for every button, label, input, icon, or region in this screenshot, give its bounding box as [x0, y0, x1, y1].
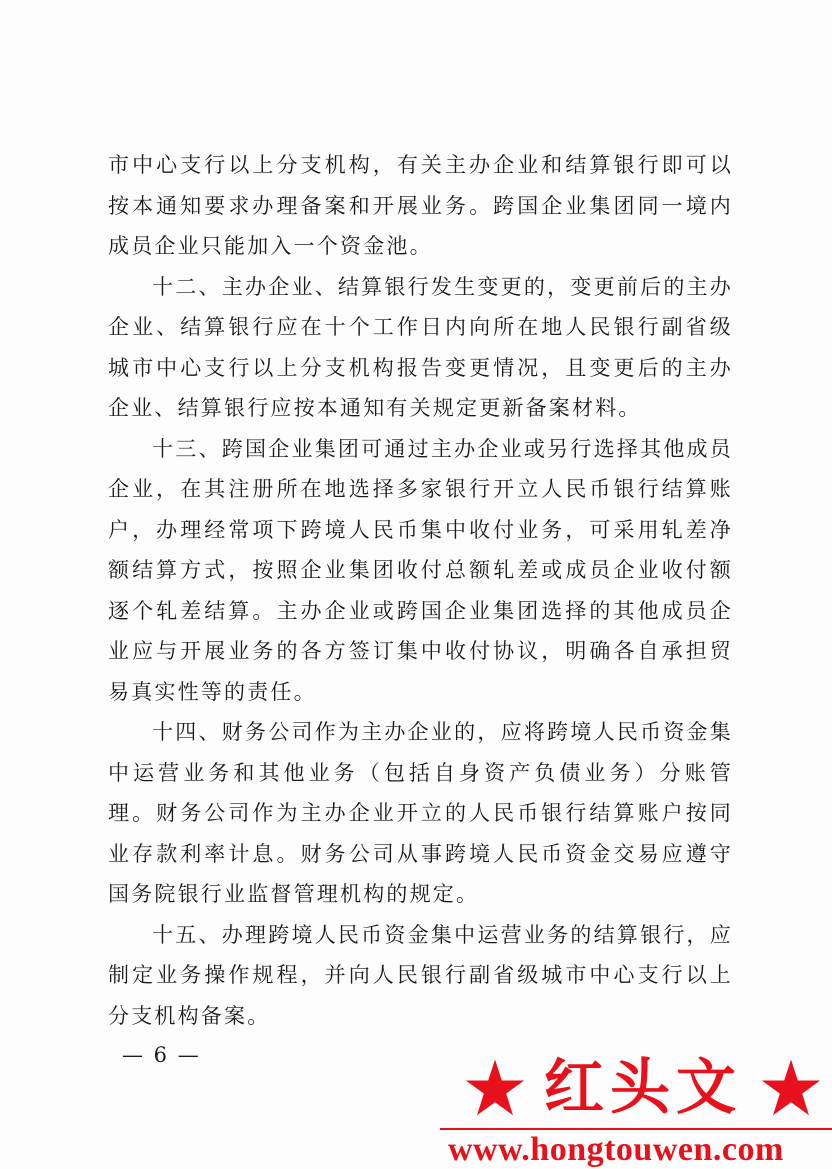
paragraph-continuation: 市中心支行以上分支机构，有关主办企业和结算银行即可以按本通知要求办理备案和开展业务。跨国企业集团同一境内成员企业只能加入一个资金池。 — [108, 153, 733, 258]
paragraph-article-15: 十五、办理跨境人民币资金集中运营业务的结算银行，应制定业务操作规程，并向人民银行副省级城市中心支行以上分支机构备案。 — [108, 922, 733, 1028]
paragraph-article-12: 十二、主办企业、结算银行发生变更的，变更前后的主办企业、结算银行应在十个工作日内向所在地人民银行副省级城市中心支行以上分支机构报告变更情况，且变更后的主办企业、结算银行应按本通知有关规定更新备案材料。 — [108, 274, 733, 420]
document-body — [108, 145, 733, 1036]
star-icon — [760, 1057, 822, 1119]
paragraph-article-13: 十三、跨国企业集团可通过主办企业或另行选择其他成员企业，在其注册所在地选择多家银行开立人民币银行结算账户，办理经常项下跨境人民币集中收付业务，可采用轧差净额结算方式，按照企业集团收付总额轧差或成员企业收付额逐个轧差结算。主办企业或跨国企业集团选择的其他成员企业应与开展业务的各方签订集中收付协议，明确各自承担贸易真实性等的责任。 — [108, 436, 733, 704]
watermark-url: www.hongtouwen.com — [448, 1131, 784, 1168]
paragraph-article-14: 十四、财务公司作为主办企业的，应将跨境人民币资金集中运营业务和其他业务（包括自身资产负债业务）分账管理。财务公司作为主办企业开立的人民币银行结算账户按同业存款利率计息。财务公司从事跨境人民币资金交易应遵守国务院银行业监督管理机构的规定。 — [108, 720, 733, 906]
watermark-logo — [440, 1048, 832, 1169]
watermark-divider — [440, 1128, 832, 1130]
watermark-title — [464, 1052, 832, 1124]
page-number: — 6 — — [122, 1043, 201, 1067]
star-icon — [464, 1057, 526, 1119]
watermark-title-text: 红头文 — [544, 1053, 742, 1123]
